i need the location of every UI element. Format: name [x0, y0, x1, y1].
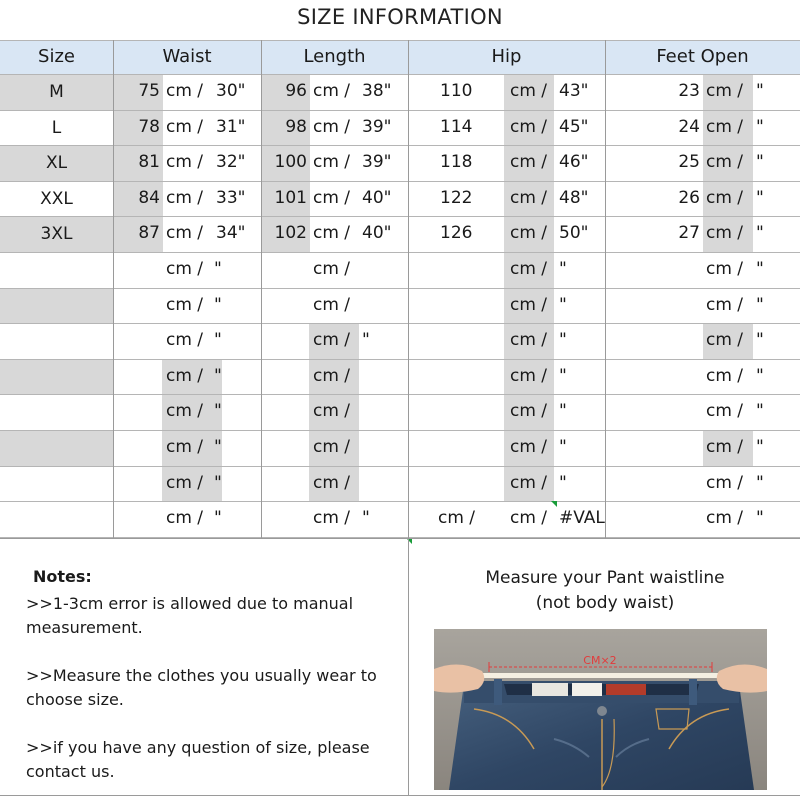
column-divider	[605, 40, 606, 538]
inch-mark: "	[559, 330, 567, 351]
inch-mark: "	[756, 508, 764, 529]
note-line: choose size.	[26, 690, 124, 709]
inch-mark: "	[756, 259, 764, 279]
hip-inch-value: 48"	[559, 187, 589, 208]
unit-separator: cm /	[706, 294, 744, 315]
unit-separator: cm /	[166, 116, 204, 137]
unit-separator: cm /	[510, 116, 548, 137]
inch-mark: "	[214, 330, 222, 351]
row-divider	[0, 252, 800, 253]
row-divider	[0, 288, 800, 289]
unit-separator: cm /	[313, 152, 351, 173]
feet-inch-value: "	[756, 152, 764, 173]
waist-inch-value: 33"	[216, 187, 246, 208]
length-inch-value: 38"	[362, 81, 392, 101]
length-inch-value: 40"	[362, 223, 392, 244]
inch-mark: "	[559, 472, 567, 493]
unit-separator: cm /	[166, 401, 204, 422]
notes-title: Notes:	[33, 567, 92, 586]
unit-separator: cm /	[166, 472, 204, 493]
inch-mark: "	[756, 365, 764, 386]
unit-separator: cm /	[166, 508, 204, 529]
length-inch-value: 39"	[362, 116, 392, 137]
unit-separator: cm /	[510, 472, 548, 493]
unit-separator: cm /	[510, 223, 548, 244]
inch-mark: "	[214, 401, 222, 422]
inch-mark: "	[559, 401, 567, 422]
hip-cm-value: 122	[440, 187, 473, 208]
inch-mark: "	[559, 294, 567, 315]
unit-separator: cm /	[313, 116, 351, 137]
inch-mark: "	[756, 330, 764, 351]
unit-separator: cm /	[510, 401, 548, 422]
unit-separator: cm /	[706, 401, 744, 422]
table-top-border	[0, 40, 800, 41]
unit-separator: cm /	[313, 187, 351, 208]
unit-separator: cm /	[166, 223, 204, 244]
measure-subheading: (not body waist)	[535, 593, 675, 613]
bottom-divider	[0, 795, 800, 796]
length-cm-value: 102	[274, 223, 307, 244]
unit-separator: cm /	[510, 508, 548, 529]
size-label: L	[51, 117, 62, 138]
size-cell-shade	[0, 430, 113, 466]
length-inch-value: 39"	[362, 152, 392, 173]
unit-separator: cm /	[313, 401, 351, 422]
unit-separator: cm /	[706, 223, 744, 244]
unit-separator: cm /	[166, 81, 204, 101]
column-divider	[113, 40, 114, 538]
unit-separator: cm /	[313, 294, 351, 315]
unit-separator: cm /	[510, 437, 548, 457]
note-line: >>1-3cm error is allowed due to manual	[26, 594, 354, 613]
unit-separator: cm /	[706, 116, 744, 137]
length-inch-value: 40"	[362, 187, 392, 208]
unit-separator: cm /	[706, 152, 744, 173]
feet-cm-value: 27	[678, 223, 700, 244]
row-divider	[0, 323, 800, 324]
header-feet-open: Feet Open	[605, 40, 800, 74]
unit-separator: cm /	[706, 330, 744, 351]
feet-cm-value: 25	[678, 152, 700, 173]
unit-separator: cm /	[510, 294, 548, 315]
photo-cm-label: CM×2	[583, 654, 617, 667]
hip-inch-value: 45"	[559, 116, 589, 137]
inch-mark: "	[362, 330, 370, 351]
waist-inch-value: 32"	[216, 152, 246, 173]
header-hip: Hip	[408, 40, 605, 74]
row-divider	[0, 501, 800, 502]
unit-separator: cm /	[166, 330, 204, 351]
inch-mark: "	[214, 365, 222, 386]
inch-mark: "	[559, 437, 567, 457]
inch-mark: "	[362, 508, 370, 529]
note-line: measurement.	[26, 618, 143, 637]
waist-cm-value: 81	[138, 152, 160, 173]
unit-separator: cm /	[706, 365, 744, 386]
hip-cm-value: 110	[440, 81, 473, 101]
column-divider	[261, 40, 262, 538]
length-cm-value: 100	[274, 152, 307, 173]
row-divider	[0, 466, 800, 467]
column-divider	[408, 40, 409, 538]
unit-separator: cm /	[706, 437, 744, 457]
length-cm-value: 96	[285, 81, 307, 101]
feet-inch-value: "	[756, 223, 764, 244]
unit-separator: cm /	[706, 81, 744, 101]
unit-separator: cm /	[166, 437, 204, 457]
waist-cm-value: 84	[138, 187, 160, 208]
unit-separator: cm /	[166, 259, 204, 279]
hip-cm-value: 118	[440, 152, 473, 173]
unit-separator: cm /	[166, 365, 204, 386]
unit-separator: cm /	[510, 259, 548, 279]
note-line: >>Measure the clothes you usually wear to	[26, 666, 377, 685]
unit-separator: cm /	[706, 187, 744, 208]
unit-separator: cm /	[166, 152, 204, 173]
unit-separator: cm /	[166, 187, 204, 208]
hip-cm-value: 126	[440, 223, 473, 244]
unit-separator: cm /	[313, 508, 351, 529]
length-cm-value: 101	[274, 187, 307, 208]
unit-separator: cm /	[313, 437, 351, 457]
inch-mark: "	[214, 508, 222, 529]
inch-mark: "	[559, 365, 567, 386]
hip-cm-value: 114	[440, 116, 473, 137]
note-line: contact us.	[26, 762, 115, 781]
note-line: >>if you have any question of size, please	[26, 738, 370, 757]
waist-inch-value: 30"	[216, 81, 246, 101]
unit-separator: cm /	[510, 330, 548, 351]
inch-mark: "	[756, 472, 764, 493]
unit-separator: cm /	[510, 152, 548, 173]
inch-mark: "	[214, 259, 222, 279]
header-size: Size	[0, 40, 113, 74]
unit-separator: cm /	[313, 259, 351, 279]
unit-separator: cm /	[313, 365, 351, 386]
unit-separator: cm /	[706, 472, 744, 493]
length-cm-value: 98	[285, 116, 307, 137]
feet-cm-value: 23	[678, 81, 700, 101]
unit-separator: cm /	[706, 259, 744, 279]
row-divider	[0, 394, 800, 395]
hip-inch-value: 46"	[559, 152, 589, 173]
feet-inch-value: "	[756, 187, 764, 208]
inch-mark: "	[214, 437, 222, 457]
row-divider	[0, 430, 800, 431]
jeans-waist-photo	[434, 629, 767, 790]
hip-error-value: #VAL	[559, 508, 605, 529]
feet-inch-value: "	[756, 116, 764, 137]
waist-inch-value: 31"	[216, 116, 246, 137]
size-label: M	[49, 82, 64, 102]
size-label: XXL	[40, 188, 73, 209]
size-label: 3XL	[40, 224, 73, 245]
unit-separator: cm /	[313, 330, 351, 351]
unit-separator: cm /	[313, 223, 351, 244]
measure-heading: Measure your Pant waistline	[485, 568, 725, 588]
waist-cm-value: 87	[138, 223, 160, 244]
unit-separator: cm /	[706, 508, 744, 529]
feet-inch-value: "	[756, 81, 764, 101]
inch-mark: "	[756, 294, 764, 315]
feet-cm-value: 26	[678, 187, 700, 208]
unit-separator: cm /	[313, 81, 351, 101]
inch-mark: "	[756, 437, 764, 457]
inch-mark: "	[214, 294, 222, 315]
cell-comment-marker	[551, 501, 557, 507]
unit-separator: cm /	[510, 187, 548, 208]
size-cell-shade	[0, 288, 113, 324]
unit-separator: cm /	[313, 472, 351, 493]
hip-inch-value: 50"	[559, 223, 589, 244]
waist-cm-value: 75	[138, 81, 160, 101]
unit-separator: cm /	[166, 294, 204, 315]
inch-mark: "	[559, 259, 567, 279]
hip-inch-value: 43"	[559, 81, 589, 101]
page-title: SIZE INFORMATION	[297, 5, 503, 29]
feet-cm-value: 24	[678, 116, 700, 137]
unit-separator: cm /	[510, 365, 548, 386]
size-table	[0, 40, 800, 538]
unit-separator: cm /	[510, 81, 548, 101]
notes-divider	[408, 539, 409, 795]
row-divider	[0, 359, 800, 360]
header-length: Length	[261, 40, 408, 74]
waist-cm-value: 78	[138, 116, 160, 137]
inch-mark: "	[756, 401, 764, 422]
header-waist: Waist	[113, 40, 261, 74]
size-label: XL	[45, 153, 68, 174]
unit-separator: cm /	[438, 508, 476, 529]
inch-mark: "	[214, 472, 222, 493]
size-cell-shade	[0, 359, 113, 395]
waist-inch-value: 34"	[216, 223, 246, 244]
